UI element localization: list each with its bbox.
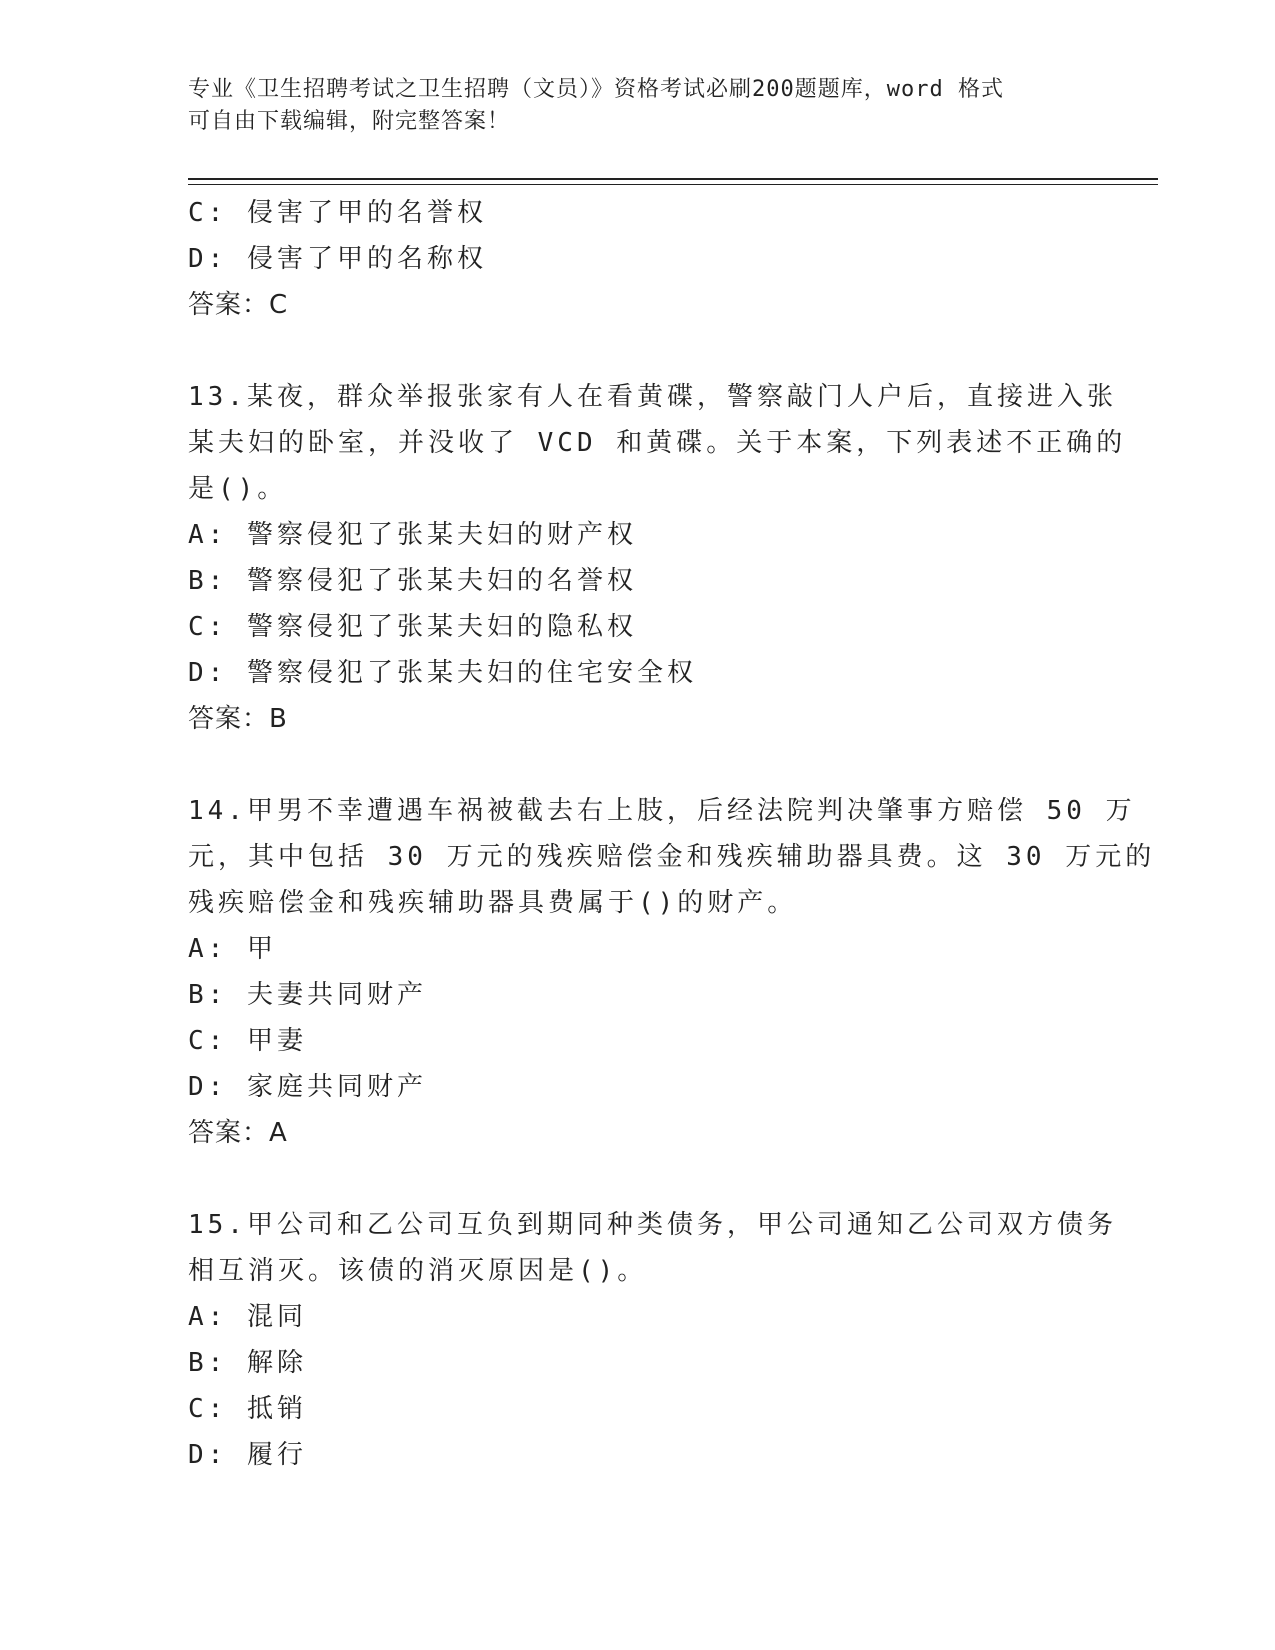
question-12-continued <box>188 190 1088 328</box>
spacer <box>188 1156 1088 1202</box>
stem-line: 是()。 <box>188 474 288 504</box>
stem-line: 13.某夜，群众举报张家有人在看黄碟，警察敲门人户后，直接进入张 <box>188 382 1117 412</box>
option-a: A: 甲 <box>188 934 277 964</box>
stem-line: 14.甲男不幸遭遇车祸被截去右上肢，后经法院判决肇事方赔偿 50 万 <box>188 796 1136 826</box>
question-15 <box>188 1202 1117 1478</box>
option-b: B: 警察侵犯了张某夫妇的名誉权 <box>188 566 637 596</box>
answer-line: 答案：A <box>188 1118 288 1148</box>
header-line-1: 专业《卫生招聘考试之卫生招聘（文员）》资格考试必刷200题题库，word 格式 <box>188 77 1004 102</box>
option-d: D: 侵害了甲的名称权 <box>188 244 487 274</box>
question-13 <box>188 374 1127 742</box>
spacer <box>188 742 1088 788</box>
option-a: A: 混同 <box>188 1302 307 1332</box>
question-stem <box>188 374 1127 512</box>
question-14 <box>188 788 1156 1156</box>
option-d: D: 家庭共同财产 <box>188 1072 427 1102</box>
option-c: C: 抵销 <box>188 1394 307 1424</box>
stem-line: 残疾赔偿金和残疾辅助器具费属于()的财产。 <box>188 888 798 918</box>
option-b: B: 解除 <box>188 1348 307 1378</box>
answer-line: 答案：C <box>188 290 289 320</box>
header-line-2: 可自由下载编辑，附完整答案！ <box>188 109 511 134</box>
question-stem <box>188 788 1156 926</box>
option-d: D: 履行 <box>188 1440 307 1470</box>
stem-line: 15.甲公司和乙公司互负到期同种类债务，甲公司通知乙公司双方债务 <box>188 1210 1117 1240</box>
question-stem <box>188 1202 1117 1294</box>
spacer <box>188 328 1088 374</box>
option-c: C: 甲妻 <box>188 1026 307 1056</box>
stem-line: 相互消灭。该债的消灭原因是()。 <box>188 1256 648 1286</box>
option-c: C: 侵害了甲的名誉权 <box>188 198 487 228</box>
option-b: B: 夫妻共同财产 <box>188 980 427 1010</box>
option-a: A: 警察侵犯了张某夫妇的财产权 <box>188 520 637 550</box>
stem-line: 某夫妇的卧室，并没收了 VCD 和黄碟。关于本案，下列表述不正确的 <box>188 428 1127 458</box>
stem-line: 元，其中包括 30 万元的残疾赔偿金和残疾辅助器具费。这 30 万元的 <box>188 842 1156 872</box>
header-rule-thin <box>188 184 1158 185</box>
answer-line: 答案：B <box>188 704 288 734</box>
document-header <box>188 74 1068 138</box>
option-d: D: 警察侵犯了张某夫妇的住宅安全权 <box>188 658 697 688</box>
document-body <box>188 190 1156 1478</box>
option-c: C: 警察侵犯了张某夫妇的隐私权 <box>188 612 637 642</box>
header-rule-thick <box>188 178 1158 180</box>
